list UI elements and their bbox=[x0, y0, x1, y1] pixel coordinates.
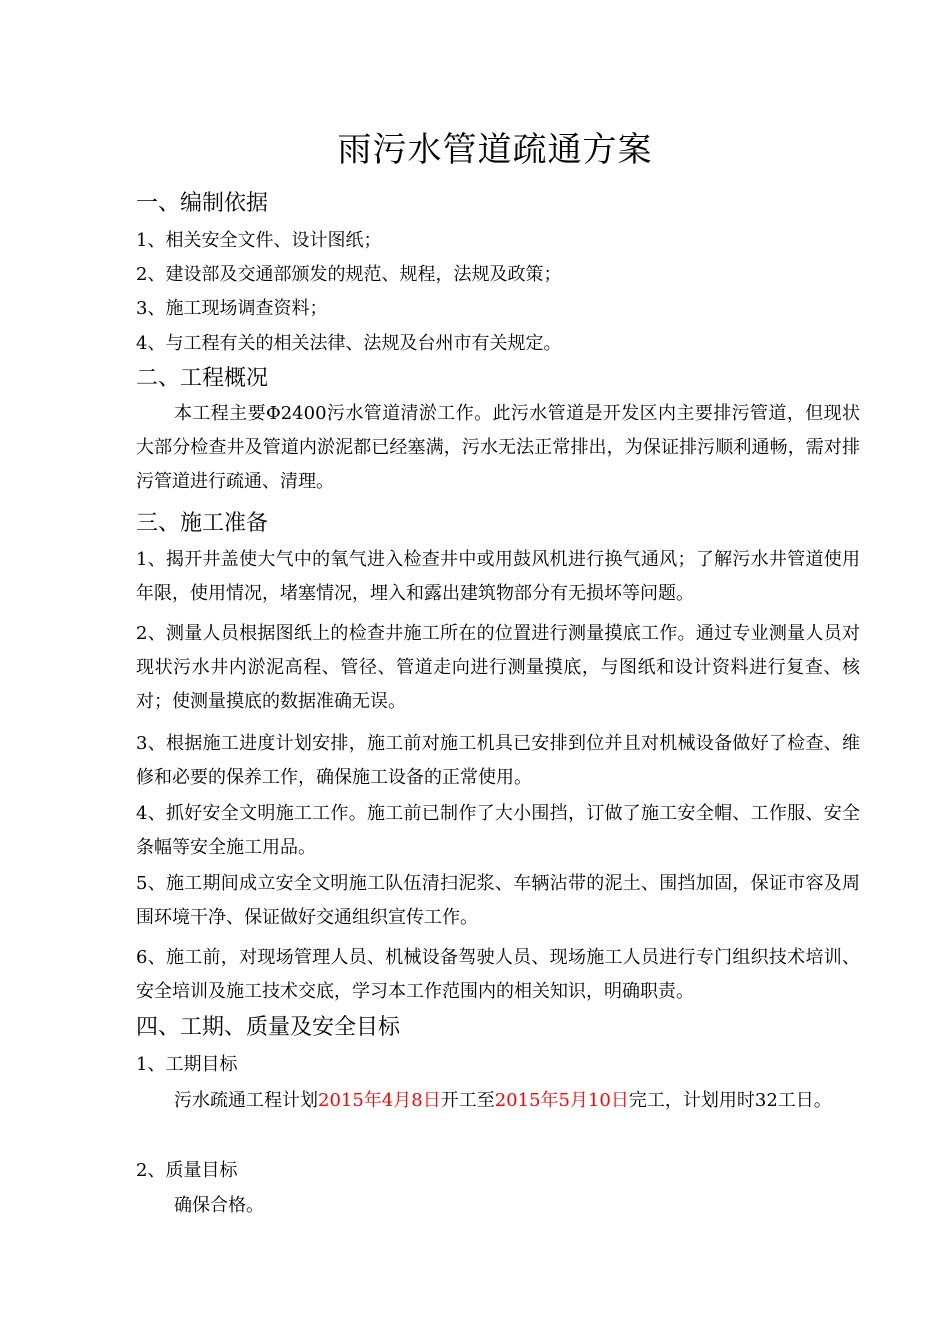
list-item: 3、根据施工进度计划安排，施工前对施工机具已安排到位并且对机械设备做好了检查、维修和必要的保养工作，确保施工设备的正常使用。 bbox=[136, 733, 860, 788]
list-item: 6、施工前，对现场管理人员、机械设备驾驶人员、现场施工人员进行专门组织技术培训、安全培训及施工技术交底，学习本工作范围内的相关知识，明确职责。 bbox=[136, 947, 860, 1002]
list-item: 5、施工期间成立安全文明施工队伍清扫泥浆、车辆沾带的泥土、围挡加固，保证市容及周围环境干净、保证做好交通组织宣传工作。 bbox=[136, 873, 860, 928]
list-item: 4、抓好安全文明施工工作。施工前已制作了大小围挡，订做了施工安全帽、工作服、安全条幅等安全施工用品。 bbox=[136, 803, 860, 858]
subheading-schedule: 1、工期目标 bbox=[136, 1054, 238, 1075]
list-item: 4、与工程有关的相关法律、法规及台州市有关规定。 bbox=[136, 333, 562, 354]
schedule-text-before: 污水疏通工程计划 bbox=[174, 1090, 318, 1111]
document-title: 雨污水管道疏通方案 bbox=[337, 130, 653, 170]
section-heading-preparation: 三、施工准备 bbox=[136, 511, 269, 536]
end-date: 2015年5月10日 bbox=[494, 1090, 629, 1111]
list-item: 2、测量人员根据图纸上的检查井施工所在的位置进行测量摸底工作。通过专业测量人员对现状污水井内淤泥高程、管径、管道走向进行测量摸底，与图纸和设计资料进行复查、核对；使测量摸底的数据准确无误。 bbox=[136, 623, 860, 712]
overview-paragraph: 本工程主要Φ2400污水管道清淤工作。此污水管道是开发区内主要排污管道，但现状大部分检查井及管道内淤泥都已经塞满，污水无法正常排出，为保证排污顺利通畅，需对排污管道进行疏通、清理。 bbox=[136, 403, 860, 492]
list-item: 1、揭开井盖使大气中的氧气进入检查井中或用鼓风机进行换气通风；了解污水井管道使用年限，使用情况，堵塞情况，埋入和露出建筑物部分有无损坏等问题。 bbox=[136, 549, 860, 604]
list-item: 2、建设部及交通部颁发的规范、规程，法规及政策； bbox=[136, 264, 562, 285]
quality-text: 确保合格。 bbox=[174, 1195, 264, 1216]
schedule-text-after: 完工，计划用时32工日。 bbox=[628, 1090, 832, 1111]
section-heading-targets: 四、工期、质量及安全目标 bbox=[136, 1015, 401, 1040]
section-heading-overview: 二、工程概况 bbox=[136, 366, 269, 391]
section-heading-basis: 一、编制依据 bbox=[136, 191, 269, 216]
list-item: 1、相关安全文件、设计图纸； bbox=[136, 230, 382, 251]
list-item: 3、施工现场调查资料； bbox=[136, 298, 328, 319]
subheading-quality: 2、质量目标 bbox=[136, 1160, 238, 1181]
start-date: 2015年4月8日 bbox=[318, 1090, 441, 1111]
schedule-text-mid: 开工至 bbox=[440, 1090, 495, 1111]
schedule-paragraph bbox=[136, 1084, 860, 1118]
